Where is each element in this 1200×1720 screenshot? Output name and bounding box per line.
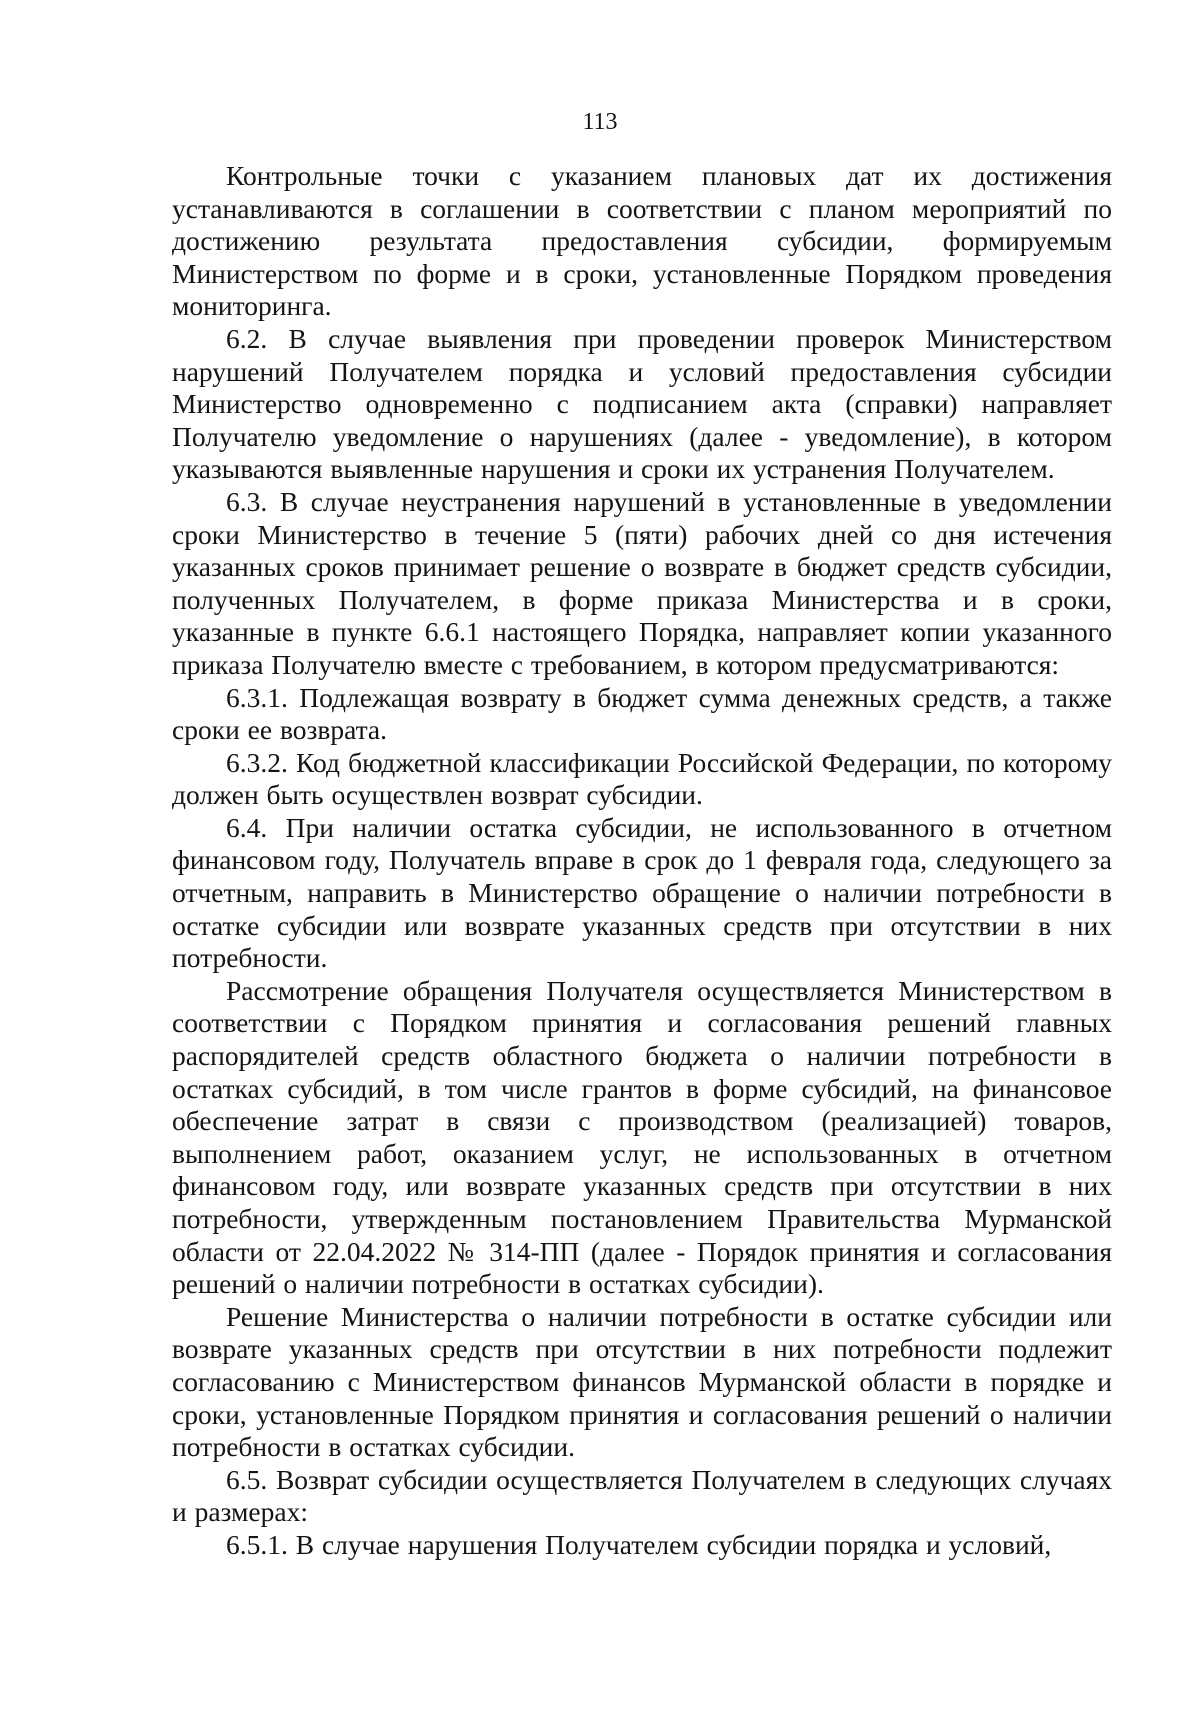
paragraph-review-request: Рассмотрение обращения Получателя осуществляется Министерством в соответствии с Порядком принятия и согласования решений главных распорядителей средств областного бюджета о наличии потребности в остатках субсидий, в том числе грантов в форме субсидий, на финансовое обеспечение затрат в связи с производством (реализацией) товаров, выполнением работ, оказанием услуг, не использованных в отчетном финансовом году, или возврате указанных средств при отсутствии в них потребности, утвержденным постановлением Правительства Мурманской области от 22.04.2022 № 314-ПП (далее - Порядок принятия и согласования решений о наличии потребности в остатках субсидии). <box>172 974 1112 1300</box>
paragraph-6-3: 6.3. В случае неустранения нарушений в установленные в уведомлении сроки Министерство в течение 5 (пяти) рабочих дней со дня истечения указанных сроков принимает решение о возврате в бюджет средств субсидии, полученных Получателем, в форме приказа Министерства и в сроки, указанные в пункте 6.6.1 настоящего Порядка, направляет копии указанного приказа Получателю вместе с требованием, в котором предусматриваются: <box>172 485 1112 680</box>
paragraph-6-3-2: 6.3.2. Код бюджетной классификации Российской Федерации, по которому должен быть осуществлен возврат субсидии. <box>172 746 1112 811</box>
page-number: 113 <box>582 109 618 135</box>
document-body <box>172 160 1112 1562</box>
paragraph-6-2: 6.2. В случае выявления при проведении проверок Министерством нарушений Получателем порядка и условий предоставления субсидии Министерство одновременно с подписанием акта (справки) направляет Получателю уведомление о нарушениях (далее - уведомление), в котором указываются выявленные нарушения и сроки их устранения Получателем. <box>172 322 1112 485</box>
paragraph-6-3-1: 6.3.1. Подлежащая возврату в бюджет сумма денежных средств, а также сроки ее возврата. <box>172 681 1112 746</box>
paragraph-6-5: 6.5. Возврат субсидии осуществляется Получателем в следующих случаях и размерах: <box>172 1463 1112 1528</box>
paragraph-ministry-decision: Решение Министерства о наличии потребности в остатке субсидии или возврате указанных средств при отсутствии в них потребности подлежит согласованию с Министерством финансов Мурманской области в порядке и сроки, установленные Порядком принятия и согласования решений о наличии потребности в остатках субсидии. <box>172 1300 1112 1463</box>
paragraph-6-5-1: 6.5.1. В случае нарушения Получателем субсидии порядка и условий, <box>226 1528 1052 1560</box>
paragraph-control-points: Контрольные точки с указанием плановых дат их достижения устанавливаются в соглашении в соответствии с планом мероприятий по достижению результата предоставления субсидии, формируемым Министерством по форме и в сроки, установленные Порядком проведения мониторинга. <box>172 160 1112 322</box>
paragraph-6-4: 6.4. При наличии остатка субсидии, не использованного в отчетном финансовом году, Получатель вправе в срок до 1 февраля года, следующего за отчетным, направить в Министерство обращение о наличии потребности в остатке субсидии или возврате указанных средств при отсутствии в них потребности. <box>172 811 1112 974</box>
